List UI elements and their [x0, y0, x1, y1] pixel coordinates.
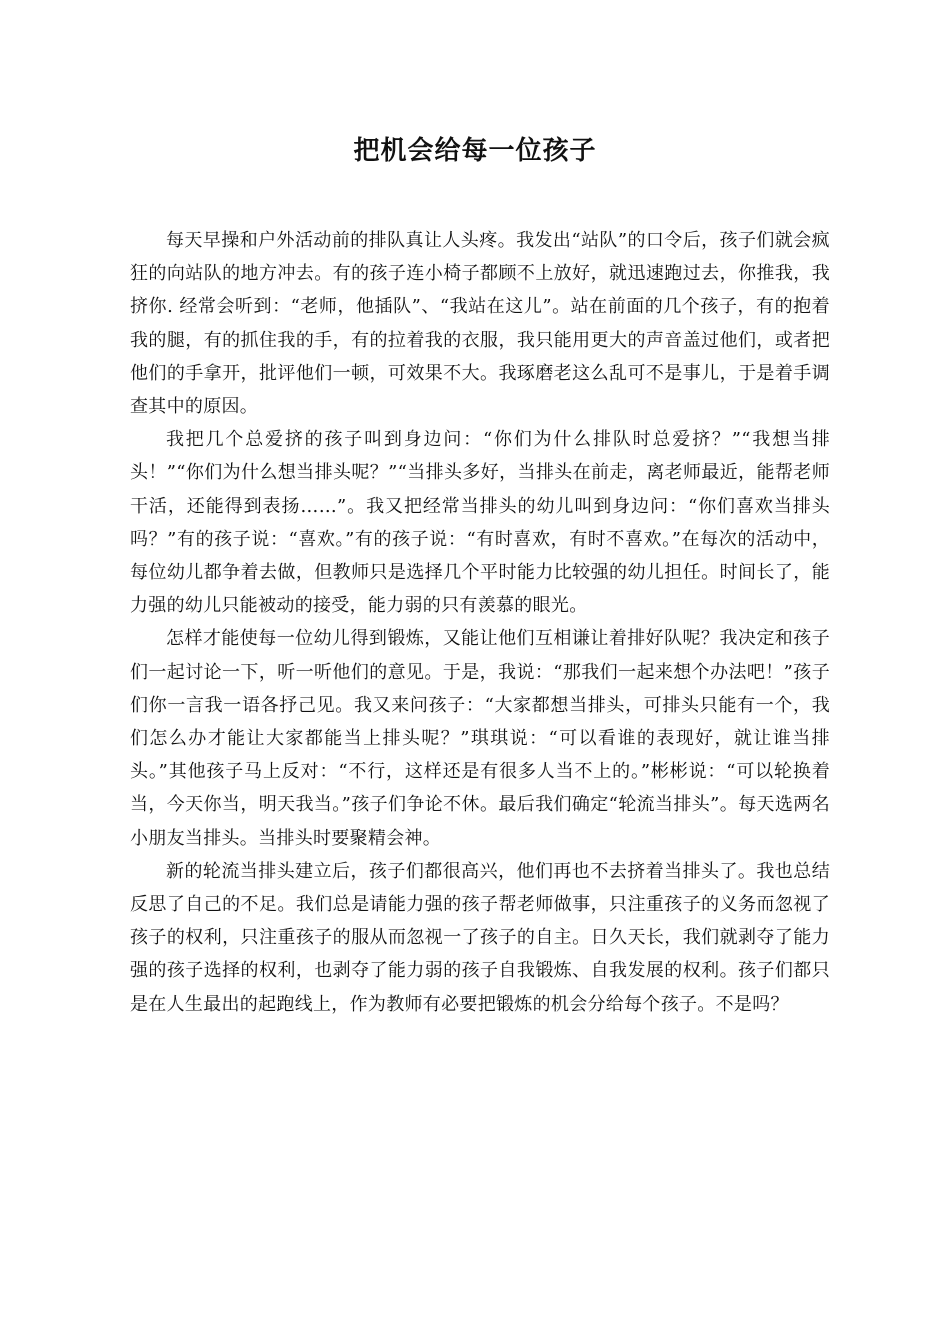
paragraph-2: 我把几个总爱挤的孩子叫到身边问：“你们为什么排队时总爱挤？”“我想当排头！”“你们为什么想当排头呢？”“当排头多好，当排头在前走，离老师最近，能帮老师干活，还能得到表扬……”。我又把经常当排头的幼儿叫到身边问：“你们喜欢当排头吗？”有的孩子说：“喜欢。”有的孩子说：“有时喜欢，有时不喜欢。”在每次的活动中，每位幼儿都争着去做，但教师只是选择几个平时能力比较强的幼儿担任。时间长了，能力强的幼儿只能被动的接受，能力弱的只有羡慕的眼光。	[130, 429, 830, 617]
paragraph-4: 新的轮流当排头建立后，孩子们都很高兴，他们再也不去挤着当排头了。我也总结反思了自己的不足。我们总是请能力强的孩子帮老师做事，只注重孩子的义务而忽视了孩子的权利，只注重孩子的服从而忽视一了孩子的自主。日久天长，我们就剥夺了能力强的孩子选择的权利，也剥夺了能力弱的孩子自我锻炼、自我发展的权利。孩子们都只是在人生最出的起跑线上，作为教师有必要把锻炼的机会分给每个孩子。不是吗？	[130, 860, 830, 1015]
paragraph-1: 每天早操和户外活动前的排队真让人头疼。我发出“站队”的口令后，孩子们就会疯狂的向站队的地方冲去。有的孩子连小椅子都顾不上放好，就迅速跑过去，你推我，我挤你. 经常会听到：“老师，他插队”、“我站在这儿”。站在前面的几个孩子，有的抱着我的腿，有的抓住我的手，有的拉着我的衣服，我只能用更大的声音盖过他们，或者把他们的手拿开，批评他们一顿，可效果不大。我琢磨老这么乱可不是事儿，于是着手调查其中的原因。	[130, 230, 830, 418]
document-title: 把机会给每一位孩子	[353, 136, 597, 166]
paragraph-3: 怎样才能使每一位幼儿得到锻炼，又能让他们互相谦让着排好队呢？我决定和孩子们一起讨论一下，听一听他们的意见。于是，我说：“那我们一起来想个办法吧！”孩子们你一言我一语各抒己见。我又来问孩子：“大家都想当排头，可排头只能有一个，我们怎么办才能让大家都能当上排头呢？”琪琪说：“可以看谁的表现好，就让谁当排头。”其他孩子马上反对：“不行，这样还是有很多人当不上的。”彬彬说：“可以轮换着当，今天你当，明天我当。”孩子们争论不休。最后我们确定“轮流当排头”。每天选两名小朋友当排头。当排头时要聚精会神。	[130, 628, 830, 849]
document-body	[130, 224, 830, 1021]
